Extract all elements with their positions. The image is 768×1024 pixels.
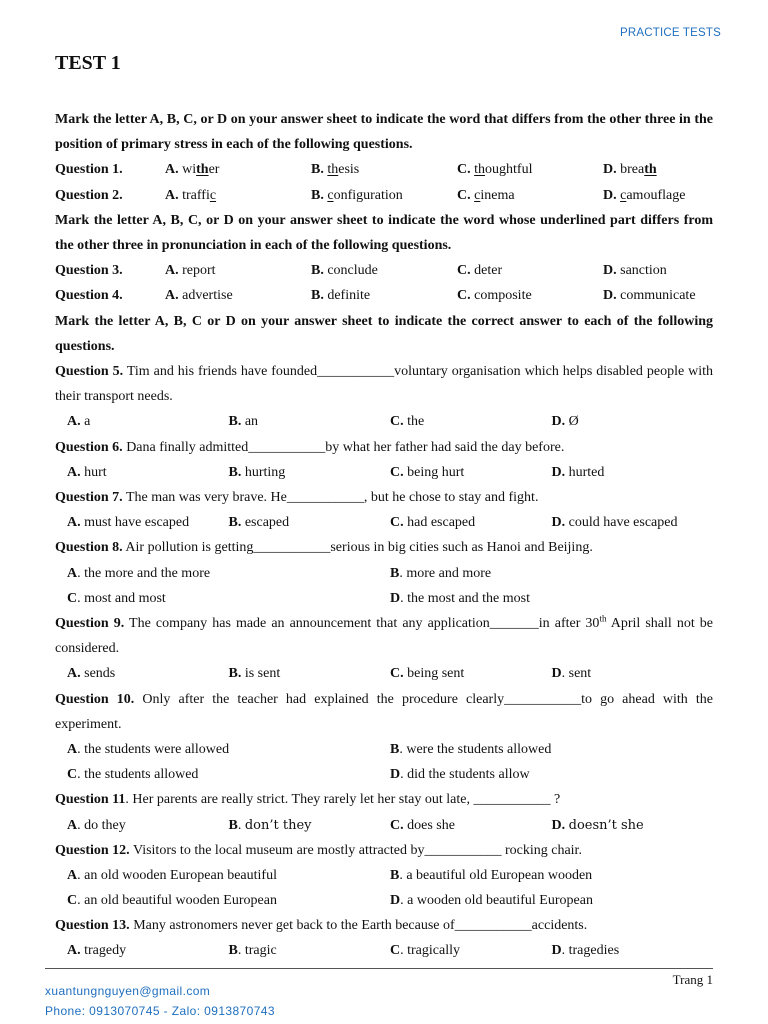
options-10a [55, 737, 713, 762]
question-10: Question 10. Only after the teacher had explained the procedure clearly___________to go ahead with the experiment. [55, 691, 714, 732]
option-d: D. communicate [603, 288, 696, 304]
option-a: A. hurt [67, 464, 107, 480]
option-a: A. wither [165, 162, 220, 178]
option-c: C. an old beautiful wooden European [67, 893, 277, 909]
option-d: D. could have escaped [551, 515, 678, 531]
document-body [55, 107, 713, 964]
option-d: D. doesn’t she [551, 817, 644, 833]
option-b: B. hurting [228, 464, 286, 480]
question-label: Question 1. [55, 162, 123, 178]
question-6: Question 6. Dana finally admitted___________by what her father had said the day before. [55, 439, 565, 455]
question-9: Question 9. The company has made an announcement that any application_______in after 30th April shall not be considered. [55, 613, 713, 657]
option-c: C. had escaped [390, 515, 476, 531]
option-c: C. does she [390, 817, 455, 833]
option-d: D. Ø [551, 414, 579, 430]
option-b: B. an [228, 414, 259, 430]
question-7: Question 7. The man was very brave. He___________, but he chose to stay and fight. [55, 489, 539, 505]
option-d: D. camouflage [603, 187, 686, 203]
page-number: Trang 1 [672, 972, 713, 987]
option-c: C. thoughtful [457, 162, 533, 178]
option-a: A. advertise [165, 288, 233, 304]
option-d: D. hurted [551, 464, 605, 480]
question-2 [55, 183, 713, 208]
options-8b [55, 586, 713, 611]
option-a: A. the more and the more [67, 565, 211, 581]
option-b: B. were the students allowed [390, 741, 552, 757]
options-12b [55, 888, 713, 913]
options-11 [55, 813, 713, 838]
options-9 [55, 661, 713, 686]
option-d: D. a wooden old beautiful European [390, 893, 593, 909]
header-tag: PRACTICE TESTS [620, 27, 721, 39]
option-b: B. configuration [311, 187, 403, 203]
option-c: C. being hurt [390, 464, 465, 480]
option-a: A. sends [67, 666, 116, 682]
option-c: C. the [390, 414, 425, 430]
option-d: D. sanction [603, 263, 667, 279]
option-d: D. did the students allow [390, 767, 530, 783]
options-7 [55, 510, 713, 535]
option-c: C. the students allowed [67, 767, 199, 783]
option-b: B. is sent [228, 666, 281, 682]
options-5 [55, 409, 713, 434]
question-11: Question 11. Her parents are really strict. They rarely let her stay out late, ___________ ? [55, 792, 561, 808]
option-b: B. don’t they [228, 817, 312, 833]
options-12a [55, 863, 713, 888]
option-a: A. do they [67, 817, 126, 833]
page-title: TEST 1 [55, 52, 121, 74]
question-label: Question 4. [55, 288, 123, 304]
question-13: Question 13. Many astronomers never get back to the Earth because of___________accidents. [55, 918, 588, 934]
instruction-pronunciation: Mark the letter A, B, C, or D on your answer sheet to indicate the word whose underlined part differs from the other three in pronunciation in each of the following questions. [55, 212, 713, 253]
option-d: D. breath [603, 162, 657, 178]
question-4 [55, 283, 713, 308]
option-b: B. definite [311, 288, 371, 304]
option-a: A. must have escaped [67, 515, 190, 531]
option-c: C. tragically [390, 943, 460, 959]
option-b: B. thesis [311, 162, 360, 178]
option-c: C. being sent [390, 666, 465, 682]
option-a: A. traffic [165, 187, 217, 203]
options-6 [55, 460, 713, 485]
option-a: A. report [165, 263, 216, 279]
instruction-stress: Mark the letter A, B, C, or D on your answer sheet to indicate the word that differs from the other three in the position of primary stress in each of the following questions. [55, 112, 713, 153]
option-a: A. an old wooden European beautiful [67, 867, 277, 883]
instruction-correct-answer: Mark the letter A, B, C or D on your answer sheet to indicate the correct answer to each of the following questions. [55, 313, 713, 354]
option-d: D. tragedies [551, 943, 620, 959]
question-12: Question 12. Visitors to the local museum are mostly attracted by___________ rocking chair. [55, 842, 582, 858]
footer-divider [45, 968, 713, 969]
question-8: Question 8. Air pollution is getting___________serious in big cities such as Hanoi and Beijing. [55, 540, 593, 556]
option-b: B. more and more [390, 565, 492, 581]
question-5: Question 5. Tim and his friends have founded___________voluntary organisation which helps disabled people with their transport needs. [55, 363, 714, 405]
option-b: B. tragic [228, 943, 277, 959]
option-a: A. the students were allowed [67, 741, 230, 757]
question-label: Question 3. [55, 263, 123, 279]
option-c: C. cinema [457, 187, 515, 203]
option-b: B. conclude [311, 263, 378, 279]
option-d: D. the most and the most [390, 590, 531, 606]
option-b: B. a beautiful old European wooden [390, 867, 593, 883]
option-a: A. a [67, 414, 91, 430]
question-label: Question 2. [55, 187, 123, 203]
options-8a [55, 561, 713, 586]
options-10b [55, 762, 713, 787]
option-c: C. composite [457, 288, 532, 304]
option-c: C. deter [457, 263, 503, 279]
question-3 [55, 258, 713, 283]
question-1 [55, 157, 713, 182]
footer-phone: Phone: 0913070745 - Zalo: 0913870743 [45, 1004, 275, 1018]
option-a: A. tragedy [67, 943, 127, 959]
footer-email: xuantungnguyen@gmail.com [45, 984, 211, 998]
option-b: B. escaped [228, 515, 290, 531]
option-d: D. sent [551, 666, 592, 682]
options-13 [55, 938, 713, 963]
option-c: C. most and most [67, 590, 166, 606]
